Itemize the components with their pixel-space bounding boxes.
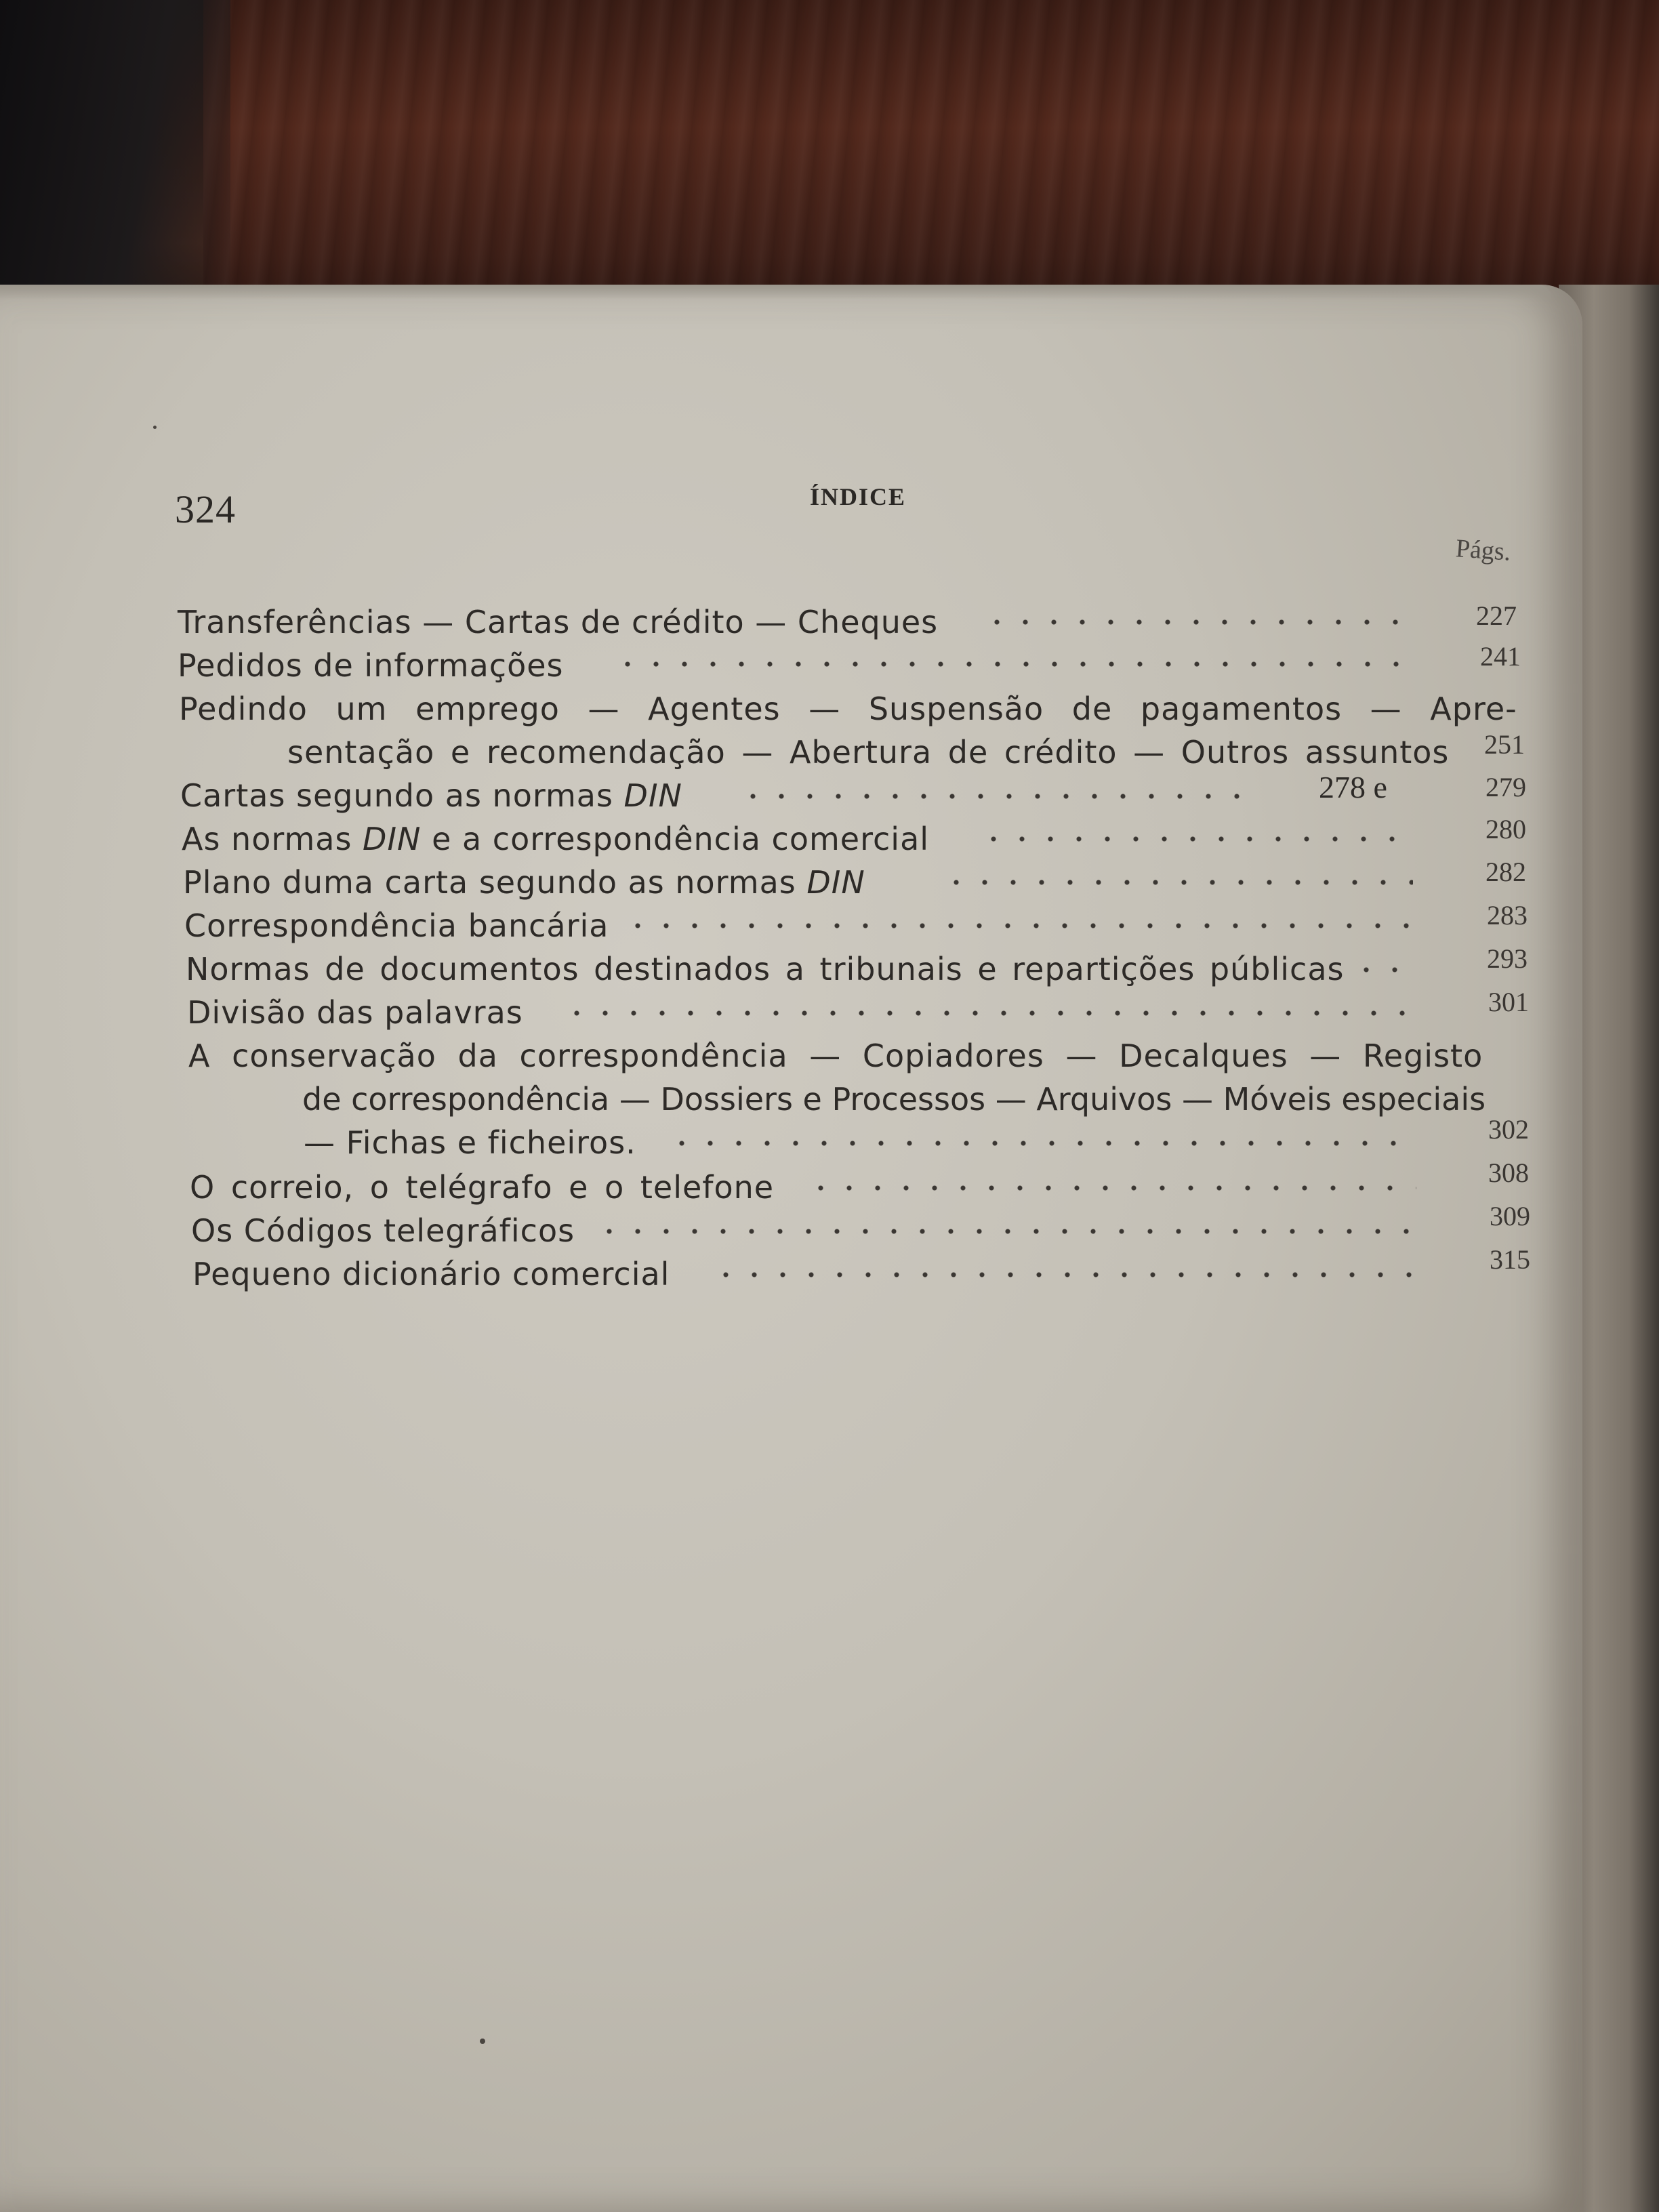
- toc-entry-title: Transferências — Cartas de crédito — Cheques: [178, 604, 939, 640]
- toc-entry-correio: [190, 1167, 774, 1208]
- toc-entry-conservacao-continued-2: [304, 1122, 636, 1163]
- paper-speck: [153, 426, 157, 429]
- page-number: 324: [175, 487, 236, 531]
- dot-leader: [979, 836, 1413, 842]
- running-head-title: ÍNDICE: [810, 483, 907, 510]
- toc-entry-pedindo-emprego: [179, 689, 1517, 729]
- toc-page-ref: 309: [1490, 1201, 1530, 1231]
- toc-entry-title: O correio, o telégrafo e o telefone: [190, 1169, 775, 1206]
- dot-leader: [739, 793, 1254, 800]
- dot-leader: [595, 1228, 1416, 1235]
- toc-entry-title-continued: sentação e recomendação — Abertura de crédito — Outros assuntos: [287, 734, 1450, 771]
- toc-entry-title-prefix: As normas: [182, 821, 352, 857]
- toc-page-ref: 308: [1488, 1158, 1529, 1188]
- toc-entry-title: Pedindo um emprego — Agentes — Suspensão de pagamentos — Apre-: [179, 691, 1517, 727]
- paper-speck: [480, 2039, 485, 2044]
- toc-entry-pedindo-emprego-continued: [287, 732, 1449, 773]
- toc-entry-pedidos-informacoes: [178, 645, 564, 686]
- dot-leader: [806, 1185, 1416, 1191]
- dot-leader: [623, 922, 1415, 929]
- toc-page-ref: 241: [1480, 641, 1521, 672]
- toc-entry-title: Pedidos de informações: [178, 647, 564, 684]
- toc-entry-codigos: [191, 1210, 575, 1251]
- dot-leader: [668, 1140, 1416, 1147]
- toc-entry-title: Correspondência bancária: [184, 907, 609, 944]
- toc-entry-normas-din-correspondencia: [182, 819, 929, 859]
- toc-entry-conservacao-continued: [302, 1079, 1486, 1120]
- dot-leader: [1352, 966, 1413, 973]
- toc-entry-title: Cartas segundo as normas: [180, 777, 613, 814]
- dot-leader: [613, 661, 1410, 668]
- toc-entry-correspondencia-bancaria: [184, 905, 609, 946]
- toc-entry-plano-carta: [183, 862, 865, 903]
- toc-page-ref: 227: [1476, 600, 1517, 631]
- toc-inline-page-ref: 278 e: [1319, 770, 1387, 804]
- toc-entry-cartas-din: [180, 775, 682, 816]
- toc-entry-title-suffix: e a correspondência comercial: [432, 821, 930, 857]
- toc-entry-title: Pequeno dicionário comercial: [192, 1256, 670, 1292]
- dot-leader: [942, 879, 1413, 886]
- toc-page-ref: 282: [1486, 857, 1526, 887]
- dot-leader: [983, 619, 1410, 626]
- toc-entry-conservacao: [188, 1036, 1483, 1076]
- toc-page-ref: 283: [1487, 900, 1528, 930]
- toc-entry-italic-din: DIN: [363, 821, 422, 857]
- toc-entry-title: Normas de documentos destinados a tribunais e repartições públicas: [186, 951, 1345, 987]
- toc-entry-title: Divisão das palavras: [187, 994, 523, 1031]
- toc-entry-divisao-palavras: [187, 992, 523, 1033]
- pags-column-label: Págs.: [1454, 534, 1512, 567]
- dot-leader: [562, 1010, 1416, 1017]
- toc-entry-italic-din: DIN: [806, 864, 865, 901]
- toc-page-ref: 280: [1486, 814, 1526, 844]
- toc-entry-title: Plano duma carta segundo as normas: [183, 864, 796, 901]
- toc-entry-italic-din: DIN: [623, 777, 682, 814]
- toc-page-ref: 251: [1484, 729, 1525, 760]
- toc-entry-title-continued: de correspondência — Dossiers e Processos — Arquivos — Móveis especiais: [302, 1081, 1486, 1118]
- toc-entry-title: Os Códigos telegráficos: [191, 1212, 575, 1249]
- toc-entry-title-continued: — Fichas e ficheiros.: [304, 1124, 636, 1161]
- toc-entry-transferencias: [178, 602, 938, 642]
- toc-page-ref: 302: [1488, 1114, 1529, 1145]
- dot-leader: [712, 1271, 1416, 1278]
- toc-page-ref: 301: [1488, 987, 1529, 1017]
- toc-entry-title: A conservação da correspondência — Copiadores — Decalques — Registo: [188, 1038, 1483, 1074]
- toc-page-ref: 279: [1486, 772, 1526, 802]
- toc-entry-normas-documentos: [186, 949, 1344, 989]
- toc-page-ref: 315: [1490, 1244, 1530, 1275]
- toc-entry-dicionario: [192, 1254, 670, 1294]
- toc-page-ref: 293: [1487, 943, 1528, 974]
